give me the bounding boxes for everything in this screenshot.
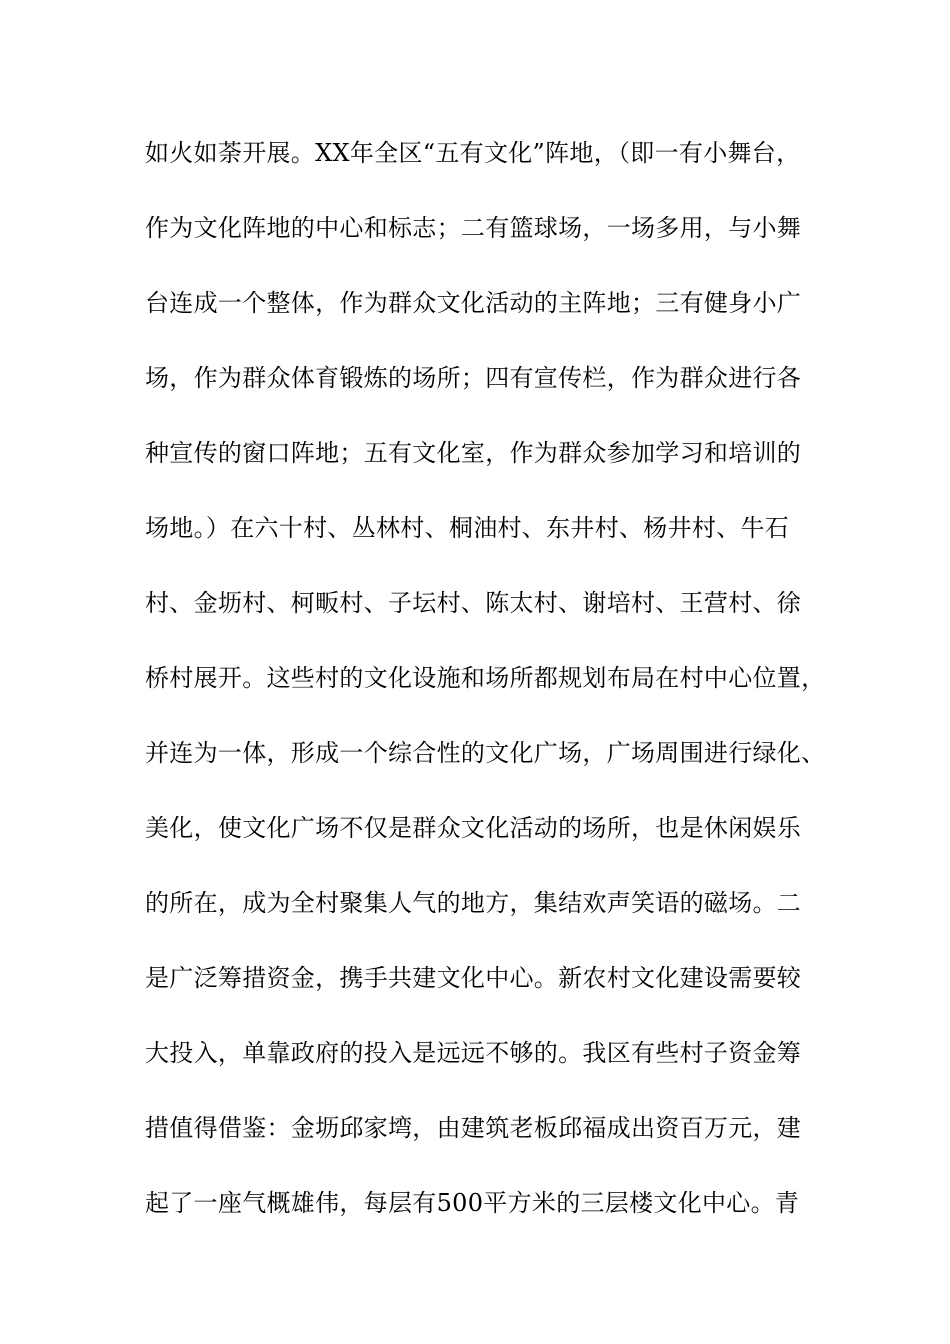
text-line: 大投入，单靠政府的投入是远远不够的。我区有些村子资金筹 — [145, 1039, 802, 1067]
text-line: 美化，使文化广场不仅是群众文化活动的场所，也是休闲娱乐 — [145, 814, 802, 842]
text-line: 措值得借鉴：金坜邱家塆，由建筑老板邱福成出资百万元，建 — [145, 1114, 802, 1142]
text-line: 起了一座气概雄伟，每层有500平方米的三层楼文化中心。青 — [145, 1189, 800, 1217]
text-line: 的所在，成为全村聚集人气的地方，集结欢声笑语的磁场。二 — [145, 889, 802, 917]
text-line: 村、金坜村、柯畈村、子坛村、陈太村、谢培村、王营村、徐 — [145, 589, 802, 617]
body-paragraph — [145, 130, 830, 1255]
text-line: 场地。）在六十村、丛林村、桐油村、东井村、杨井村、牛石 — [145, 514, 790, 542]
text-line: 并连为一体，形成一个综合性的文化广场，广场周围进行绿化、 — [145, 739, 826, 767]
text-line: 种宣传的窗口阵地；五有文化室，作为群众参加学习和培训的 — [145, 439, 802, 467]
text-line: 桥村展开。这些村的文化设施和场所都规划布局在村中心位置， — [145, 664, 826, 692]
text-line: 作为文化阵地的中心和标志；二有篮球场，一场多用，与小舞 — [145, 214, 802, 242]
text-line: 台连成一个整体，作为群众文化活动的主阵地；三有健身小广 — [145, 289, 802, 317]
text-line: 是广泛筹措资金，携手共建文化中心。新农村文化建设需要较 — [145, 964, 802, 992]
text-line: 场，作为群众体育锻炼的场所；四有宣传栏，作为群众进行各 — [145, 364, 802, 392]
text-line: 如火如荼开展。XX年全区“五有文化”阵地，（即一有小舞台， — [145, 139, 801, 167]
